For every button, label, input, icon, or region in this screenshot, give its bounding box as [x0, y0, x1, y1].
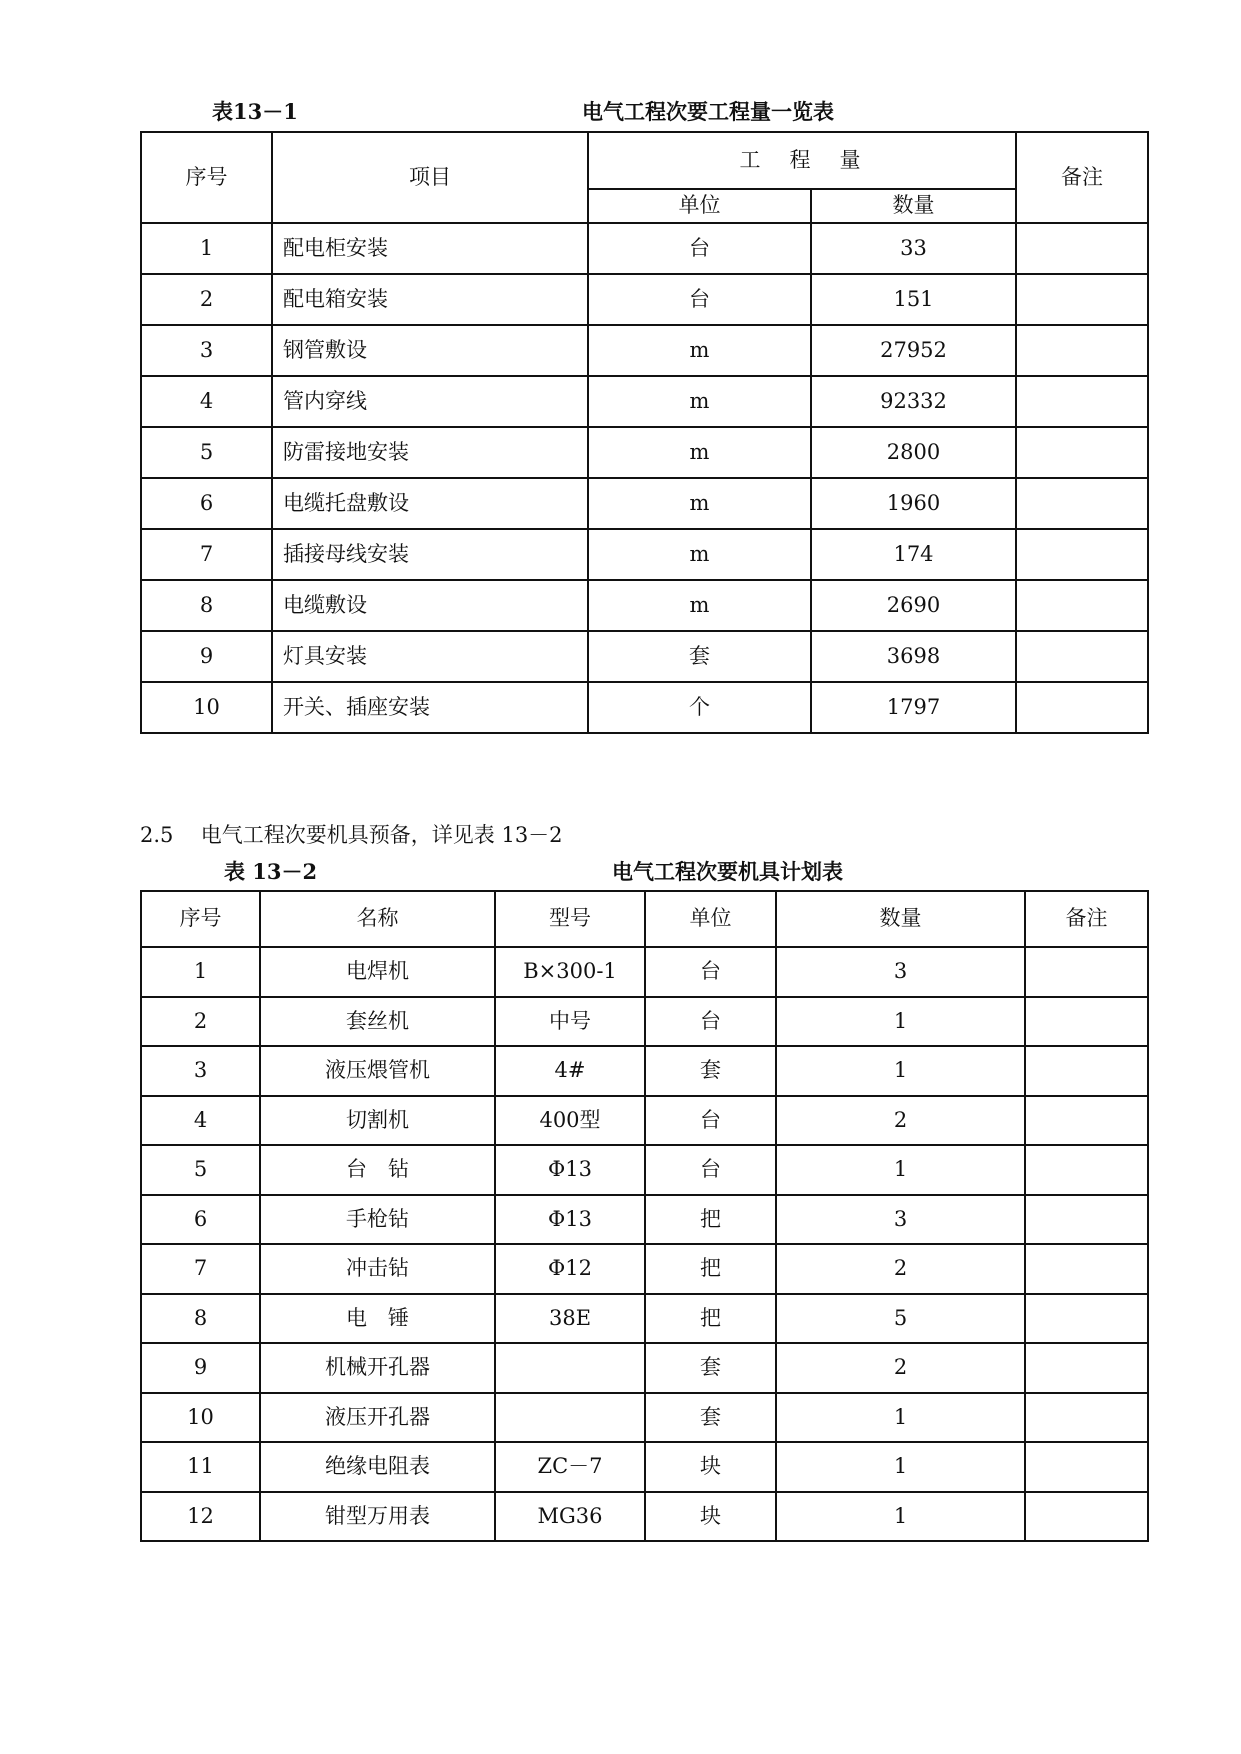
- table2-cell-unit: 把: [645, 1195, 776, 1245]
- table1-cell-unit: 台: [588, 274, 811, 325]
- table1: [140, 131, 1149, 734]
- table2-cell-unit: 块: [645, 1492, 776, 1542]
- table2-cell-unit: 块: [645, 1442, 776, 1492]
- table2-cell-name: 电 锤: [260, 1294, 495, 1344]
- table2-cell-name: 液压煨管机: [260, 1046, 495, 1096]
- table2-cell-name: 电焊机: [260, 947, 495, 997]
- table2-cell-model: 38E: [495, 1294, 645, 1344]
- table-row: [141, 997, 1148, 1047]
- table2-cell-name: 切割机: [260, 1096, 495, 1146]
- table1-cell-remark: [1016, 631, 1148, 682]
- table1-header-remark: 备注: [1016, 132, 1148, 223]
- table2-header-index: 序号: [141, 891, 260, 947]
- table2-cell-model: MG36: [495, 1492, 645, 1542]
- table2-cell-remark: [1025, 1343, 1148, 1393]
- table2-cell-index: 12: [141, 1492, 260, 1542]
- table1-cell-quantity: 1797: [811, 682, 1016, 733]
- table1-cell-item: 配电箱安装: [272, 274, 588, 325]
- table-row: [141, 274, 1148, 325]
- table1-header-item: 项目: [272, 132, 588, 223]
- table2-cell-unit: 套: [645, 1343, 776, 1393]
- table1-cell-unit: m: [588, 529, 811, 580]
- table2-cell-index: 1: [141, 947, 260, 997]
- table2-cell-unit: 台: [645, 1145, 776, 1195]
- table2-cell-model: 400型: [495, 1096, 645, 1146]
- table1-cell-index: 9: [141, 631, 272, 682]
- table-row: [141, 427, 1148, 478]
- table2-cell-name: 液压开孔器: [260, 1393, 495, 1443]
- table2-cell-model: Φ13: [495, 1145, 645, 1195]
- table2-cell-remark: [1025, 1096, 1148, 1146]
- table1-cell-index: 4: [141, 376, 272, 427]
- table2-cell-name: 冲击钻: [260, 1244, 495, 1294]
- table1-cell-item: 防雷接地安装: [272, 427, 588, 478]
- table1-cell-unit: m: [588, 580, 811, 631]
- table2-label: 表 13－2: [224, 859, 318, 884]
- table2-cell-name: 套丝机: [260, 997, 495, 1047]
- table1-cell-remark: [1016, 223, 1148, 274]
- table2-header-unit: 单位: [645, 891, 776, 947]
- table1-header-quantity: 数量: [811, 189, 1016, 223]
- table1-cell-item: 灯具安装: [272, 631, 588, 682]
- table2-header-remark: 备注: [1025, 891, 1148, 947]
- table2-cell-remark: [1025, 1195, 1148, 1245]
- table-row: [141, 223, 1148, 274]
- table1-cell-item: 电缆敷设: [272, 580, 588, 631]
- table2-cell-quantity: 1: [776, 1393, 1025, 1443]
- table1-cell-unit: m: [588, 376, 811, 427]
- table2-cell-index: 9: [141, 1343, 260, 1393]
- table2-cell-model: Φ13: [495, 1195, 645, 1245]
- table1-cell-remark: [1016, 682, 1148, 733]
- table2-cell-model: ZC－7: [495, 1442, 645, 1492]
- table2-cell-remark: [1025, 1145, 1148, 1195]
- table1-title: 电气工程次要工程量一览表: [582, 99, 834, 124]
- table2-cell-model: B×300-1: [495, 947, 645, 997]
- table2-cell-name: 手枪钻: [260, 1195, 495, 1245]
- table1-header-index: 序号: [141, 132, 272, 223]
- table1-cell-quantity: 174: [811, 529, 1016, 580]
- table-row: [141, 682, 1148, 733]
- table1-cell-index: 3: [141, 325, 272, 376]
- table2-cell-remark: [1025, 1244, 1148, 1294]
- table1-cell-item: 电缆托盘敷设: [272, 478, 588, 529]
- table1-cell-unit: m: [588, 325, 811, 376]
- table1-cell-remark: [1016, 376, 1148, 427]
- table2-cell-remark: [1025, 1442, 1148, 1492]
- table2-cell-quantity: 1: [776, 1145, 1025, 1195]
- table2-cell-index: 6: [141, 1195, 260, 1245]
- table-row: [141, 478, 1148, 529]
- table2-cell-index: 10: [141, 1393, 260, 1443]
- table2-cell-index: 11: [141, 1442, 260, 1492]
- table1-cell-remark: [1016, 325, 1148, 376]
- table2-title: 电气工程次要机具计划表: [612, 859, 843, 884]
- table2-cell-quantity: 1: [776, 1046, 1025, 1096]
- table2-cell-model: [495, 1343, 645, 1393]
- table2-cell-name: 钳型万用表: [260, 1492, 495, 1542]
- table2-cell-remark: [1025, 1393, 1148, 1443]
- table2-header-model: 型号: [495, 891, 645, 947]
- table2-cell-quantity: 1: [776, 1492, 1025, 1542]
- table1-cell-quantity: 3698: [811, 631, 1016, 682]
- table1-cell-item: 配电柜安装: [272, 223, 588, 274]
- table1-cell-quantity: 151: [811, 274, 1016, 325]
- table1-cell-quantity: 2690: [811, 580, 1016, 631]
- table2-cell-remark: [1025, 997, 1148, 1047]
- table2-cell-quantity: 2: [776, 1244, 1025, 1294]
- table2-cell-model: Φ12: [495, 1244, 645, 1294]
- table2-cell-unit: 把: [645, 1294, 776, 1344]
- table1-cell-remark: [1016, 427, 1148, 478]
- table1-cell-unit: m: [588, 427, 811, 478]
- table1-cell-quantity: 1960: [811, 478, 1016, 529]
- table-row: [141, 1046, 1148, 1096]
- table2-cell-index: 7: [141, 1244, 260, 1294]
- table1-cell-quantity: 27952: [811, 325, 1016, 376]
- table2-cell-remark: [1025, 1492, 1148, 1542]
- table1-cell-index: 6: [141, 478, 272, 529]
- table1-cell-remark: [1016, 580, 1148, 631]
- table2-header-name: 名称: [260, 891, 495, 947]
- table2-cell-remark: [1025, 947, 1148, 997]
- table-row: [141, 1393, 1148, 1443]
- table2-cell-unit: 台: [645, 997, 776, 1047]
- table2-cell-unit: 台: [645, 947, 776, 997]
- table2-cell-quantity: 2: [776, 1343, 1025, 1393]
- table2-cell-unit: 把: [645, 1244, 776, 1294]
- table1-cell-remark: [1016, 478, 1148, 529]
- table2-cell-name: 机械开孔器: [260, 1343, 495, 1393]
- table1-cell-unit: 套: [588, 631, 811, 682]
- table1-cell-quantity: 92332: [811, 376, 1016, 427]
- table2-cell-index: 3: [141, 1046, 260, 1096]
- table2-cell-model: [495, 1393, 645, 1443]
- table1-cell-index: 7: [141, 529, 272, 580]
- table1-header-unit: 单位: [588, 189, 811, 223]
- table1-cell-quantity: 2800: [811, 427, 1016, 478]
- section-number: 2.5: [140, 823, 174, 847]
- table2-cell-remark: [1025, 1294, 1148, 1344]
- table1-cell-quantity: 33: [811, 223, 1016, 274]
- table2-cell-quantity: 1: [776, 1442, 1025, 1492]
- table2-cell-quantity: 3: [776, 947, 1025, 997]
- table-row: [141, 1492, 1148, 1542]
- table-row: [141, 947, 1148, 997]
- table1-cell-index: 8: [141, 580, 272, 631]
- table1-cell-index: 2: [141, 274, 272, 325]
- table1-cell-index: 10: [141, 682, 272, 733]
- table-row: [141, 529, 1148, 580]
- table1-cell-index: 5: [141, 427, 272, 478]
- table-row: [141, 1294, 1148, 1344]
- table2-cell-quantity: 2: [776, 1096, 1025, 1146]
- table2-cell-quantity: 3: [776, 1195, 1025, 1245]
- table2-cell-index: 4: [141, 1096, 260, 1146]
- table2-cell-index: 5: [141, 1145, 260, 1195]
- table1-label: 表13－1: [212, 99, 298, 124]
- table1-header-group: 工 程 量: [588, 132, 1016, 189]
- table-row: [141, 1343, 1148, 1393]
- table2-cell-quantity: 1: [776, 997, 1025, 1047]
- table-row: [141, 1244, 1148, 1294]
- table2-cell-index: 2: [141, 997, 260, 1047]
- table1-cell-item: 插接母线安装: [272, 529, 588, 580]
- table1-cell-unit: 台: [588, 223, 811, 274]
- table1-cell-item: 钢管敷设: [272, 325, 588, 376]
- table2-cell-name: 台 钻: [260, 1145, 495, 1195]
- table-row: [141, 325, 1148, 376]
- table1-cell-index: 1: [141, 223, 272, 274]
- table2-cell-name: 绝缘电阻表: [260, 1442, 495, 1492]
- table2-cell-unit: 套: [645, 1393, 776, 1443]
- table1-cell-unit: m: [588, 478, 811, 529]
- section-text: 电气工程次要机具预备，详见表 13－2: [200, 823, 563, 847]
- table-row: [141, 376, 1148, 427]
- table-row: [141, 1145, 1148, 1195]
- table1-cell-remark: [1016, 529, 1148, 580]
- table2: [140, 890, 1149, 1542]
- table-row: [141, 580, 1148, 631]
- table1-cell-item: 开关、插座安装: [272, 682, 588, 733]
- table2-cell-remark: [1025, 1046, 1148, 1096]
- table2-cell-quantity: 5: [776, 1294, 1025, 1344]
- table1-cell-remark: [1016, 274, 1148, 325]
- table-row: [141, 1442, 1148, 1492]
- table2-cell-unit: 台: [645, 1096, 776, 1146]
- table2-cell-unit: 套: [645, 1046, 776, 1096]
- table1-cell-unit: 个: [588, 682, 811, 733]
- table1-cell-item: 管内穿线: [272, 376, 588, 427]
- section-heading: [140, 819, 563, 849]
- table-row: [141, 1195, 1148, 1245]
- table-row: [141, 1096, 1148, 1146]
- table2-cell-index: 8: [141, 1294, 260, 1344]
- table2-cell-model: 中号: [495, 997, 645, 1047]
- table2-cell-model: 4#: [495, 1046, 645, 1096]
- table-row: [141, 631, 1148, 682]
- table2-header-quantity: 数量: [776, 891, 1025, 947]
